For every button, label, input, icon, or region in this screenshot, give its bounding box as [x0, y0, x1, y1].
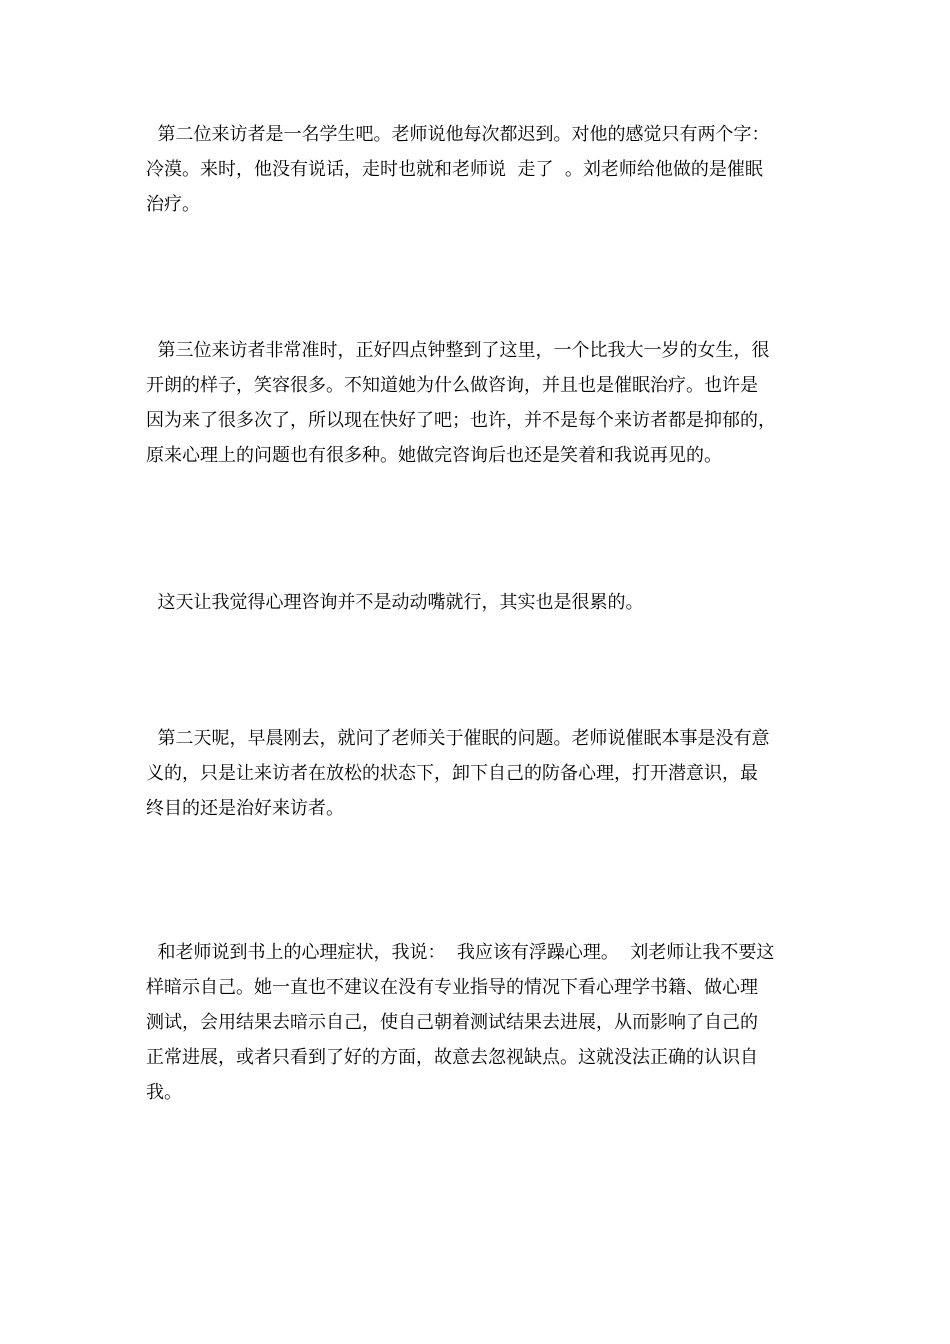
paragraph-second-visitor [146, 117, 810, 222]
text-line: 测试，会用结果去暗示自己，使自己朝着测试结果去进展，从而影响了自己的 [146, 1012, 758, 1033]
text-line: 第二位来访者是一名学生吧。老师说他每次都迟到。对他的感觉只有两个字： [146, 124, 770, 145]
text-line: 样暗示自己。她一直也不建议在没有专业指导的情况下看心理学书籍、做心理 [146, 977, 758, 998]
text-line: 第三位来访者非常准时，正好四点钟整到了这里，一个比我大一岁的女生，很 [146, 340, 770, 361]
text-line: 治疗。 [146, 194, 200, 215]
paragraph-psychology-symptoms [146, 935, 810, 1110]
text-line: 终目的还是治好来访者。 [146, 798, 344, 819]
text-line: 原来心理上的问题也有很多种。她做完咨询后也还是笑着和我说再见的。 [146, 445, 722, 466]
text-line: 我。 [146, 1082, 182, 1103]
paragraph-reflection [146, 585, 810, 620]
text-line: 冷漠。来时，他没有说话，走时也就和老师说 走了 。刘老师给他做的是催眠 [146, 159, 763, 180]
text-line: 正常进展，或者只看到了好的方面，故意去忽视缺点。这就没法正确的认识自 [146, 1047, 758, 1068]
paragraph-second-day [146, 721, 810, 826]
text-line: 第二天呢，早晨刚去，就问了老师关于催眠的问题。老师说催眠本事是没有意 [146, 728, 770, 749]
paragraph-third-visitor [146, 333, 810, 473]
text-line: 和老师说到书上的心理症状，我说： 我应该有浮躁心理。 刘老师让我不要这 [146, 942, 775, 963]
text-line: 开朗的样子，笑容很多。不知道她为什么做咨询，并且也是催眠治疗。也许是 [146, 375, 758, 396]
text-line: 这天让我觉得心理咨询并不是动动嘴就行，其实也是很累的。 [146, 592, 644, 613]
text-line: 义的，只是让来访者在放松的状态下，卸下自己的防备心理，打开潜意识，最 [146, 763, 758, 784]
text-line: 因为来了很多次了，所以现在快好了吧；也许，并不是每个来访者都是抑郁的， [146, 410, 776, 431]
